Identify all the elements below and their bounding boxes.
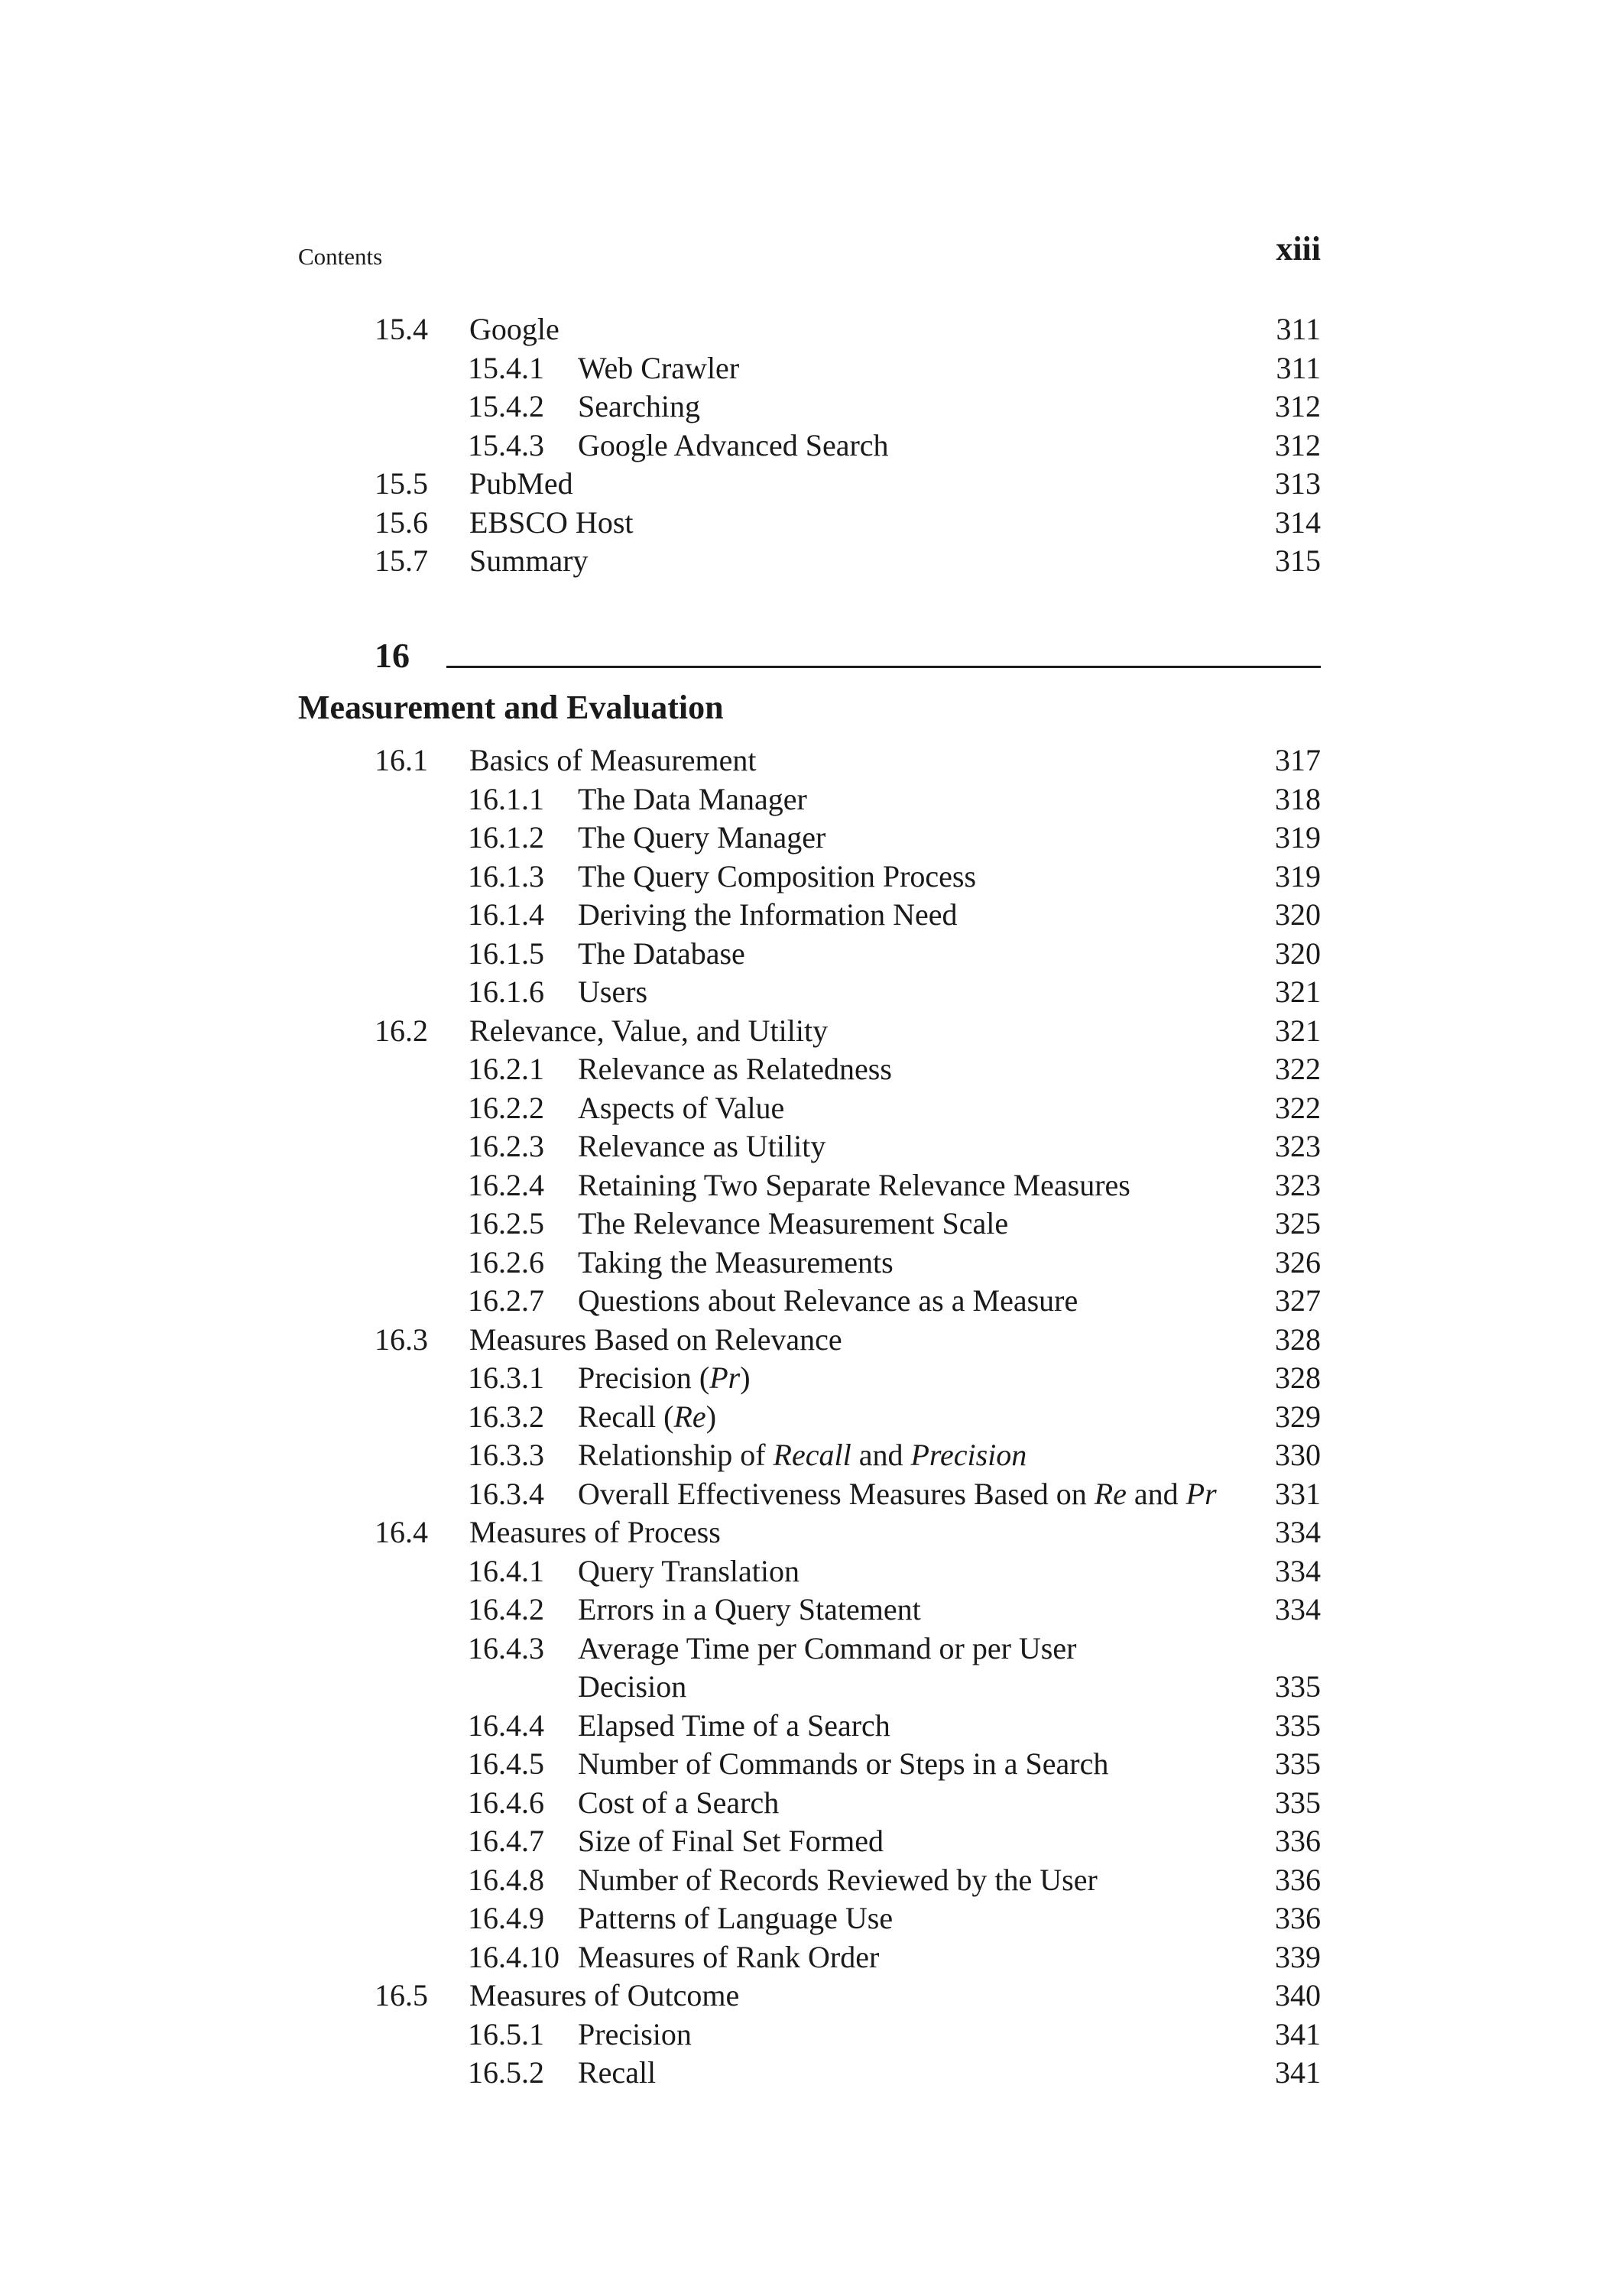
entry-number: 16.2.1 [468,1052,544,1086]
chapter-rule [446,666,1321,668]
entry-page-number: 334 [1275,1553,1321,1588]
toc-subsection-entry [0,1899,1599,1938]
entry-number: 15.4.2 [468,389,544,423]
entry-page-number: 321 [1275,1013,1321,1048]
chapter-number: 16 [375,636,410,675]
entry-title: Errors in a Query Statement [578,1592,921,1626]
entry-number: 15.6 [375,504,428,540]
entry-title: The Data Manager [578,781,807,816]
entry-page-number: 319 [1275,858,1321,893]
entry-page-number: 322 [1275,1052,1321,1086]
entry-page-number: 325 [1275,1206,1321,1240]
entry-number: 16.5.2 [468,2055,544,2090]
toc-subsection-entry [0,1244,1599,1282]
entry-number: 16.4.1 [468,1553,544,1588]
entry-page-number: 317 [1275,743,1321,777]
entry-title: The Database [578,936,745,971]
entry-number: 16.1.4 [468,897,544,932]
entry-page-number: 335 [1275,1707,1321,1743]
toc-subsection-entry [0,1938,1599,1977]
running-head [298,229,1321,275]
entry-number: 16.3.2 [468,1399,544,1434]
toc-subsection-entry [0,1630,1599,1668]
entry-title: Recall (Re) [578,1399,717,1434]
entry-number: 16.2.7 [468,1283,544,1318]
entry-page-number: 336 [1275,1824,1321,1858]
entry-number: 16.1.5 [468,936,544,971]
page-number: xiii [1276,230,1321,268]
entry-page-number: 320 [1275,897,1321,932]
toc-subsection-entry [0,1436,1599,1474]
entry-title: The Relevance Measurement Scale [578,1206,1009,1240]
entry-number: 15.5 [375,466,428,501]
entry-title: Relevance as Utility [578,1129,826,1163]
entry-number: 16.2.3 [468,1129,544,1163]
entry-number: 16.1 [375,743,428,777]
entry-title: Measures Based on Relevance [469,1321,842,1357]
entry-number: 16.3 [375,1321,428,1357]
entry-page-number: 318 [1275,781,1321,816]
entry-title: Query Translation [578,1553,800,1588]
entry-page-number: 335 [1275,1669,1321,1704]
entry-number: 16.2.6 [468,1244,544,1279]
entry-page-number: 323 [1275,1167,1321,1202]
entry-page-number: 314 [1275,504,1321,540]
toc-section-entry [0,542,1599,580]
entry-number: 15.4 [375,312,428,346]
toc-subsection-entry [0,819,1599,857]
entry-number: 16.3.4 [468,1476,544,1511]
entry-number: 15.4.3 [468,427,544,462]
toc-section-entry [0,504,1599,542]
toc-section-entry [0,310,1599,349]
entry-title: Measures of Process [469,1515,721,1549]
entry-title: Patterns of Language Use [578,1901,894,1935]
chapter-title: Measurement and Evaluation [298,689,724,726]
entry-title: Relationship of Recall and Precision [578,1438,1027,1472]
toc-subsection-entry [0,349,1599,388]
entry-title: Measures of Rank Order [578,1939,880,1974]
toc-subsection-entry [0,1591,1599,1629]
entry-number: 16.5.1 [468,2016,544,2051]
entry-title: EBSCO Host [469,504,634,540]
running-title: Contents [298,243,383,270]
entry-page-number: 311 [1276,350,1321,385]
toc-subsection-entry [0,1668,1599,1706]
entry-page-number: 320 [1275,936,1321,971]
entry-title: Number of Records Reviewed by the User [578,1862,1098,1897]
toc-subsection-entry [0,1784,1599,1822]
toc-subsection-entry [0,2054,1599,2092]
toc-subsection-entry [0,1127,1599,1166]
toc-subsection-entry [0,1359,1599,1397]
entry-page-number: 323 [1275,1129,1321,1163]
entry-title: Measures of Outcome [469,1978,740,2012]
entry-page-number: 334 [1275,1592,1321,1626]
entry-page-number: 312 [1275,389,1321,423]
entry-title: Searching [578,389,700,423]
entry-number: 15.4.1 [468,350,544,385]
entry-page-number: 334 [1275,1515,1321,1549]
entry-page-number: 336 [1275,1862,1321,1897]
entry-number: 16.4.10 [468,1939,559,1974]
entry-title: Average Time per Command or per User [578,1630,1077,1665]
entry-number: 16.2 [375,1013,428,1048]
toc-subsection-entry [0,1166,1599,1205]
entry-title: Users [578,975,648,1009]
toc-section-entry [0,1513,1599,1552]
toc-subsection-entry [0,973,1599,1011]
entry-title: Precision (Pr) [578,1360,751,1395]
entry-page-number: 313 [1275,466,1321,501]
toc-section-entry [0,1977,1599,2015]
entry-page-number: 319 [1275,820,1321,855]
entry-number: 16.1.6 [468,975,544,1009]
toc-subsection-entry [0,1707,1599,1745]
entry-number: 16.4.9 [468,1901,544,1935]
entry-number: 16.1.1 [468,781,544,816]
toc-subsection-entry [0,388,1599,426]
entry-page-number: 327 [1275,1283,1321,1318]
entry-page-number: 340 [1275,1978,1321,2012]
entry-page-number: 322 [1275,1090,1321,1125]
entry-number: 16.4.5 [468,1746,544,1781]
entry-page-number: 339 [1275,1939,1321,1974]
entry-page-number: 326 [1275,1244,1321,1279]
entry-title: Decision [578,1669,687,1704]
entry-title: Size of Final Set Formed [578,1824,884,1858]
entry-number: 16.4 [375,1515,428,1549]
entry-number: 16.2.5 [468,1206,544,1240]
toc-subsection-entry [0,1050,1599,1088]
entry-title: PubMed [469,466,573,501]
entry-number: 16.4.8 [468,1862,544,1897]
entry-page-number: 311 [1276,312,1321,346]
entry-number: 16.4.2 [468,1592,544,1626]
entry-number: 16.2.4 [468,1167,544,1202]
toc-subsection-entry [0,1282,1599,1320]
entry-number: 16.4.3 [468,1630,544,1665]
toc-subsection-entry [0,1205,1599,1243]
toc-subsection-entry [0,1475,1599,1513]
entry-page-number: 341 [1275,2016,1321,2051]
entry-page-number: 341 [1275,2055,1321,2090]
entry-number: 16.4.4 [468,1707,544,1743]
entry-title: Taking the Measurements [578,1244,894,1279]
entry-page-number: 328 [1275,1360,1321,1395]
toc-subsection-entry [0,1822,1599,1860]
toc-subsection-entry [0,1861,1599,1899]
toc-section-entry [0,465,1599,503]
entry-title: Relevance, Value, and Utility [469,1013,829,1048]
entry-title: Aspects of Value [578,1090,785,1125]
entry-title: Retaining Two Separate Relevance Measures [578,1167,1130,1202]
entry-page-number: 330 [1275,1438,1321,1472]
toc-subsection-entry [0,1089,1599,1127]
entry-number: 16.4.7 [468,1824,544,1858]
entry-page-number: 336 [1275,1901,1321,1935]
entry-number: 16.3.1 [468,1360,544,1395]
entry-title: Google Advanced Search [578,427,889,462]
toc-subsection-entry [0,1398,1599,1436]
entry-title: Basics of Measurement [469,743,757,777]
entry-page-number: 329 [1275,1399,1321,1434]
entry-number: 16.1.3 [468,858,544,893]
toc-subsection-entry [0,780,1599,819]
toc-section-entry [0,741,1599,780]
entry-title: Questions about Relevance as a Measure [578,1283,1078,1318]
entry-title: Summary [469,543,589,578]
toc-subsection-entry [0,896,1599,934]
entry-page-number: 335 [1275,1746,1321,1781]
entry-title: Number of Commands or Steps in a Search [578,1746,1109,1781]
entry-title: Google [469,312,559,346]
entry-number: 16.1.2 [468,820,544,855]
toc-subsection-entry [0,2015,1599,2054]
entry-title: The Query Composition Process [578,858,977,893]
toc-subsection-entry [0,935,1599,973]
entry-title: Precision [578,2016,692,2051]
entry-title: The Query Manager [578,820,826,855]
toc-section-entry [0,1321,1599,1359]
entry-title: Cost of a Search [578,1785,780,1820]
entry-title: Elapsed Time of a Search [578,1707,890,1743]
entry-number: 16.2.2 [468,1090,544,1125]
entry-number: 15.7 [375,543,428,578]
toc-subsection-entry [0,858,1599,896]
entry-number: 16.4.6 [468,1785,544,1820]
entry-page-number: 331 [1275,1476,1321,1511]
entry-page-number: 315 [1275,543,1321,578]
entry-page-number: 328 [1275,1321,1321,1357]
toc-subsection-entry [0,426,1599,465]
entry-title: Relevance as Relatedness [578,1052,892,1086]
entry-title: Recall [578,2055,657,2090]
toc-section-entry [0,1012,1599,1050]
entry-number: 16.5 [375,1978,428,2012]
entry-page-number: 321 [1275,975,1321,1009]
entry-number: 16.3.3 [468,1438,544,1472]
toc-subsection-entry [0,1552,1599,1591]
toc-subsection-entry [0,1745,1599,1783]
entry-title: Deriving the Information Need [578,897,958,932]
entry-title: Overall Effectiveness Measures Based on Re and Pr [578,1476,1217,1511]
entry-title: Web Crawler [578,350,740,385]
entry-page-number: 335 [1275,1785,1321,1820]
entry-page-number: 312 [1275,427,1321,462]
